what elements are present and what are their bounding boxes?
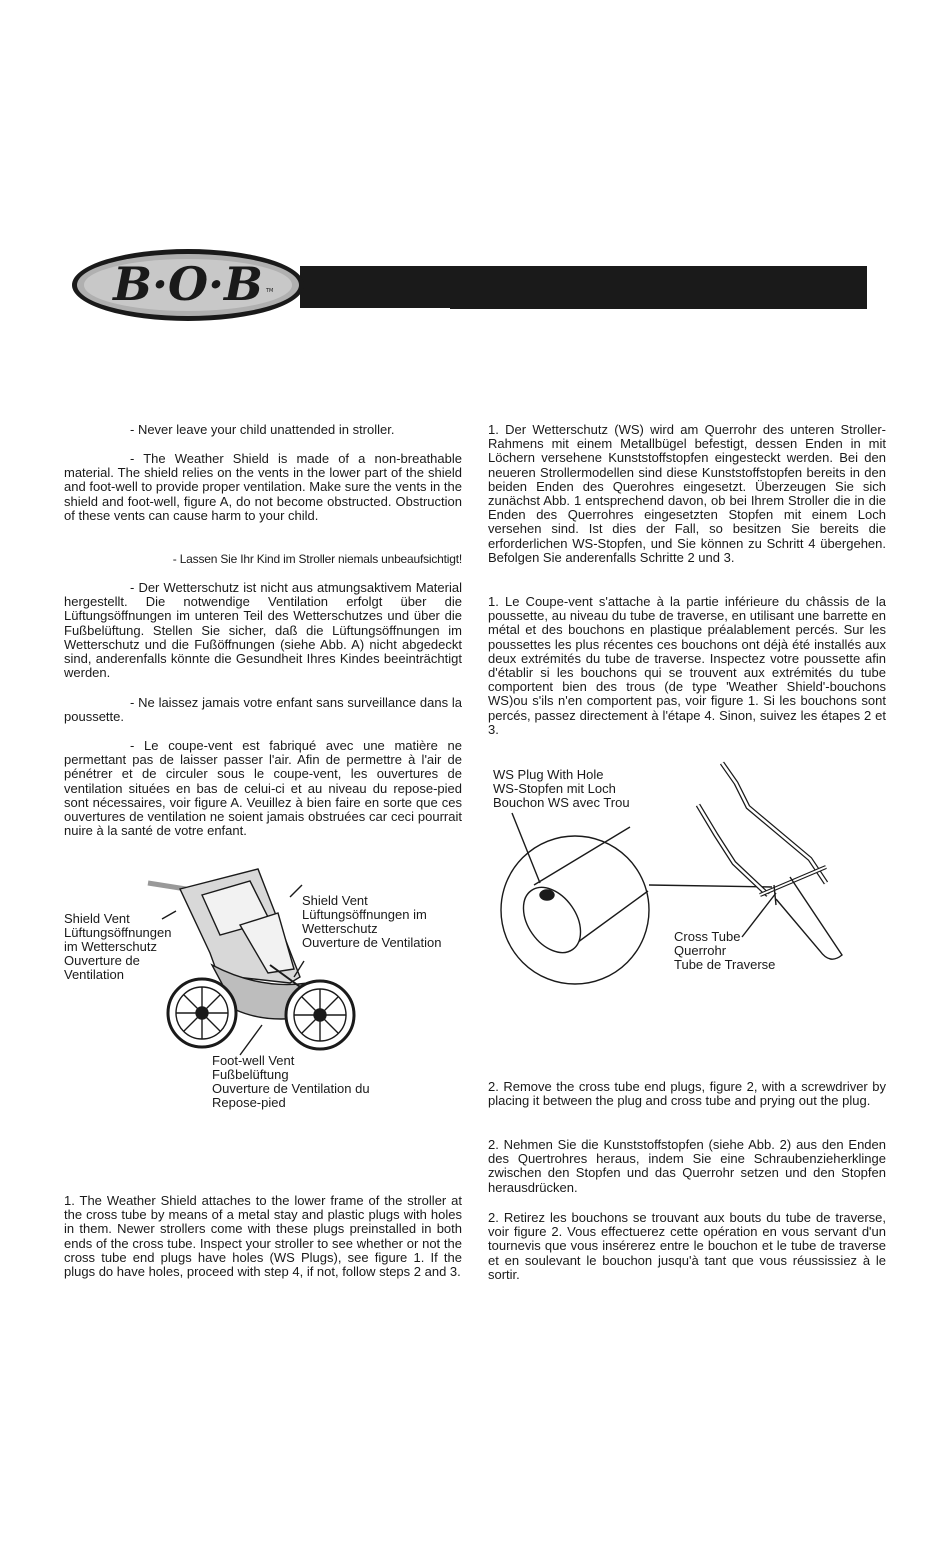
step-1-fr: 1. Le Coupe-vent s'attache à la partie inférieure du châssis de la poussette, au niveau du tube de traverse, en utilisant une barrette en métal et des bouchons en plastique préalablement percés. Sur les poussettes les plus récentes ces bouchons ont déjà été installés aux deux extrémités du tube de traverse. Inspectez votre poussette afin d'établir si les bouchons qui se trouvent aux extrémités du tube comportent bien des trous (de type 'Weather Shield'-bouchons WS)ou s'ils n'en comportent pas, voir figure 1. Si les bouchons sont percés, passez directement à l'étape 4. Sinon, suivez les étapes 2 et 3. [488,594,886,737]
warning-en: - Never leave your child unattended in stroller. [130,422,395,437]
logo-trademark: TM [266,288,274,294]
shield-note-de: - Der Wetterschutz ist nicht aus atmungsaktivem Material hergestellt. Die notwendige Ventilation erfolgt über die Lüftungsöffnungen im unteren Teil des Wetterschutzes und über die Fußbelüftung. Stellen Sie sicher, daß die Lüftungsöffnungen im Wetterschutz und die Fußöffnungen (siehe Abb. A) nicht abgedeckt sind, anderenfalls könnte die Gesundheit Ihres Kindes beeinträchtigt werden. [64,580,462,681]
label-cross-tube: Cross Tube Querrohr Tube de Traverse [674,929,776,972]
shield-note-fr: - Le coupe-vent est fabriqué avec une matière ne permettant pas de laisser passer l'air. Afin de permettre à l'air de pénétrer et de circuler sous le coupe-vent, les ouvertures de ventilation situées en bas de celui-ci et au niveau du repose-pied sont nécessaires, voir figure A. Veuillez à bien faire en sorte que ces ouvertures de ventilation ne soient jamais obstruées car ceci pourrait nuire à la santé de votre enfant. [64,738,462,839]
step-2-en: 2. Remove the cross tube end plugs, figure 2, with a screwdriver by placing it between the plug and cross tube and prying out the plug. [488,1079,886,1109]
step-1-en: 1. The Weather Shield attaches to the lower frame of the stroller at the cross tube by means of a metal stay and plastic plugs with holes in them. Newer strollers come with these plugs preinstalled in both ends of the cross tube. Inspect your stroller to see whether or not the cross tube end plugs have holes (WS Plugs), see figure 1. If the plugs do have holes, proceed with step 4, if not, follow steps 2 and 3. [64,1193,462,1280]
label-footwell-vent: Foot-well Vent Fußbelüftung Ouverture de Ventilation du Repose-pied [212,1053,370,1110]
label-shield-vent-left: Shield Vent Lüftungsöffnungen im Wetterschutz Ouverture de Ventilation [64,911,172,982]
bob-logo [68,240,308,330]
header-rule [450,308,867,309]
step-2-de: 2. Nehmen Sie die Kunststoffstopfen (siehe Abb. 2) aus den Enden des Quertrohres heraus, indem Sie eine Schraubenzieherklinge zwischen den Stopfen und das Querrohr setzen und den Stopfen herausdrücken. [488,1137,886,1195]
header-bar [300,266,867,308]
label-shield-vent-right: Shield Vent Lüftungsöffnungen im Wetterschutz Ouverture de Ventilation [302,893,442,950]
shield-note-en: - The Weather Shield is made of a non-breathable material. The shield relies on the vents in the lower part of the shield and foot-well to provide proper ventilation. Make sure the vents in the shield and foot-well, figure A, do not become obstructed. Obstruction of these vents can cause harm to your child. [64,451,462,523]
step-2-fr: 2. Retirez les bouchons se trouvant aux bouts du tube de traverse, voir figure 2. Vous effectuerez cette opération en vous servant d'un tournevis que vous insérerez entre le bouchon et le tube de traverse et en soulevant le bouchon jusqu'à tant que vous réussissiez à le sortir. [488,1210,886,1282]
logo-text: B·O·B [113,257,263,311]
warning-de: - Lassen Sie Ihr Kind im Stroller niemals unbeaufsichtigt! [172,552,462,566]
label-ws-plug: WS Plug With Hole WS-Stopfen mit Loch Bouchon WS avec Trou [493,767,630,810]
step-1-de: 1. Der Wetterschutz (WS) wird am Querrohr des unteren Stroller-Rahmens mit einem Metallbügel befestigt, dessen Enden in mit Löchern versehene Kunststoffstopfen eingesteckt werden. Bei den neueren Strollermodellen sind diese Kunststoffstopfen bereits in den beiden Enden des Querohres eingesetzt. Überzeugen Sie sich zunächst Abb. 1 entsprechend davon, ob bei Ihrem Stroller die in die Enden des Querrohres eingesetzten Stopfen mit einem Loch versehen sind. Ist dies der Fall, so besitzen Sie bereits die erforderlichen WS-Stopfen, und Sie können zu Schritt 4 übergehen. Befolgen Sie anderenfalls Schritte 2 und 3. [488,422,886,565]
warning-fr: - Ne laissez jamais votre enfant sans surveillance dans la poussette. [64,695,462,725]
